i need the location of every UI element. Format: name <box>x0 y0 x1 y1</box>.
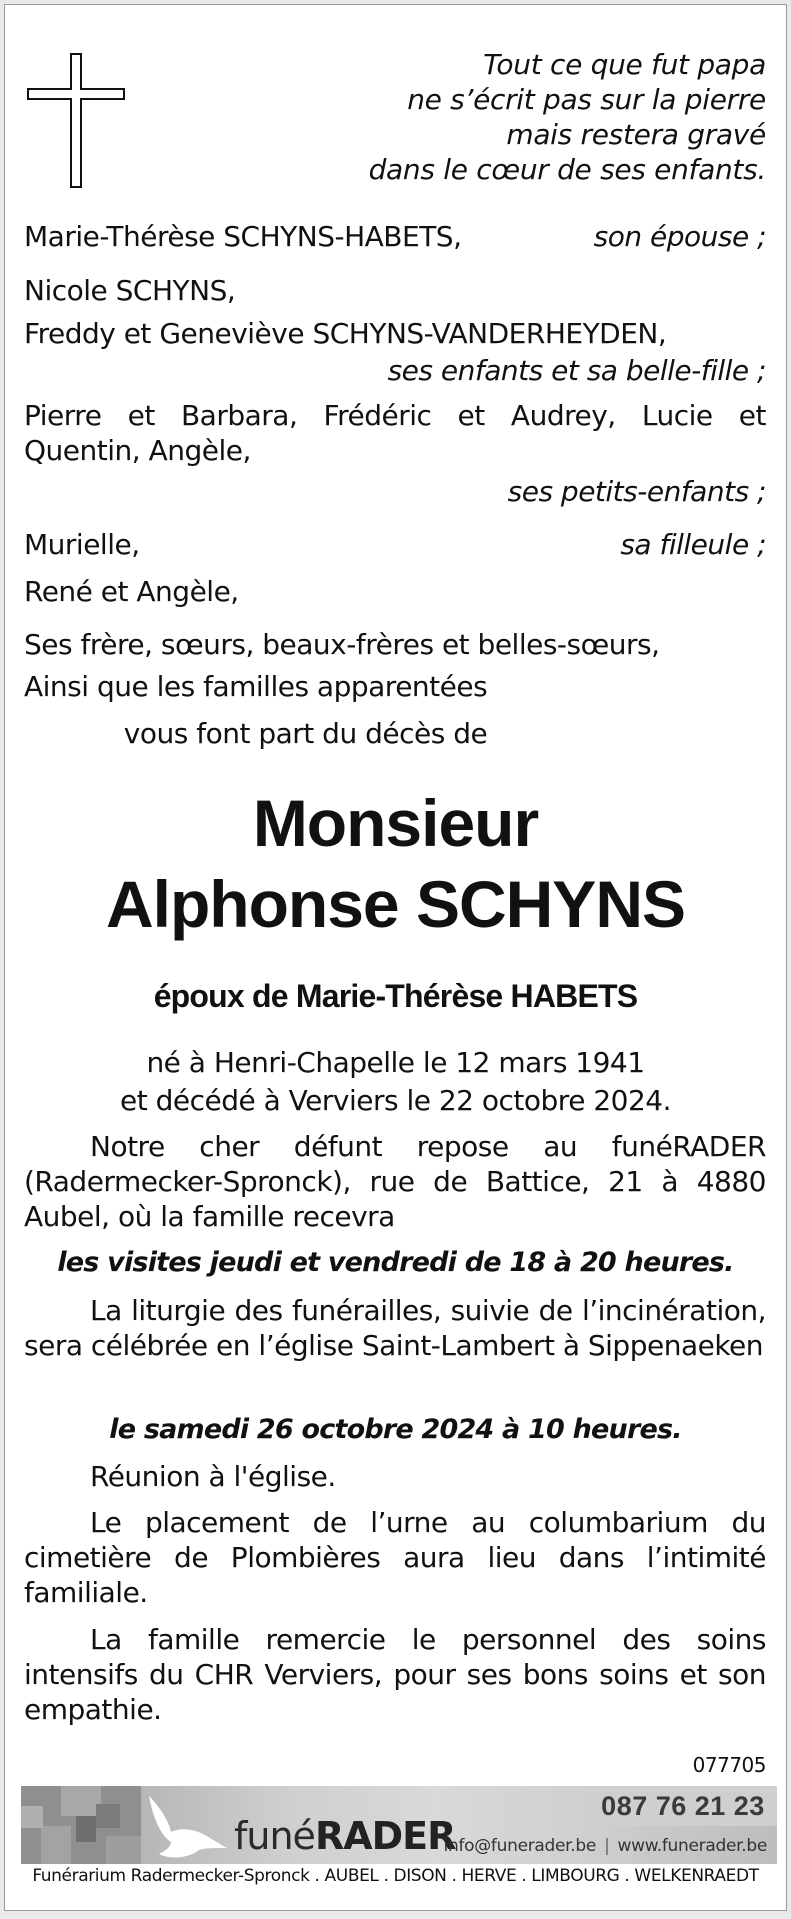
others-line: René et Angèle, <box>24 575 239 608</box>
birth-line: né à Henri-Chapelle le 12 mars 1941 <box>146 1046 645 1079</box>
repose-paragraph: Notre cher défunt repose au funéRADER (Radermecker-Spronck), rue de Battice, 21 à 4880 Aubel, où la famille recevra <box>24 1130 766 1233</box>
child-line: Nicole SCHYNS, <box>24 274 236 307</box>
brand-logo <box>234 1814 455 1858</box>
dove-icon <box>141 1788 231 1864</box>
goddaughter-line <box>24 527 766 562</box>
contact-separator: | <box>604 1836 610 1856</box>
spouse-role: son épouse ; <box>593 220 766 253</box>
funeral-home-banner <box>21 1786 777 1864</box>
goddaughter-role: sa filleule ; <box>620 528 766 561</box>
poem-line: Tout ce que fut papa <box>483 48 766 81</box>
announce-line: vous font part du décès de <box>123 717 488 750</box>
goddaughter-name: Murielle, <box>24 528 140 561</box>
death-line: et décédé à Verviers le 22 octobre 2024. <box>119 1084 671 1117</box>
deceased-spouse: époux de Marie-Thérèse HABETS <box>153 978 638 1014</box>
website-link[interactable]: www.funerader.be <box>617 1836 767 1856</box>
children-role: ses enfants et sa belle-fille ; <box>387 354 766 387</box>
meeting-line: Réunion à l'église. <box>90 1460 336 1493</box>
poem-line: ne s’écrit pas sur la pierre <box>407 83 766 116</box>
deceased-title: Monsieur <box>252 786 539 860</box>
contact-line <box>444 1836 767 1856</box>
obituary-page <box>4 4 787 1911</box>
visits-line: les visites jeudi et vendredi de 18 à 20 heures. <box>57 1247 734 1278</box>
reference-number: 077705 <box>692 1753 766 1777</box>
brand-heavy: RADER <box>314 1814 456 1858</box>
brand-light: funé <box>234 1814 315 1858</box>
poem <box>369 47 766 187</box>
child-line: Freddy et Geneviève SCHYNS-VANDERHEYDEN, <box>24 317 667 350</box>
poem-line: dans le cœur de ses enfants. <box>368 153 766 186</box>
spouse-name: Marie-Thérèse SCHYNS-HABETS, <box>24 220 462 253</box>
phone-number: 087 76 21 23 <box>589 1786 777 1826</box>
email-link[interactable]: info@funerader.be <box>443 1836 597 1856</box>
liturgy-date: le samedi 26 octobre 2024 à 10 heures. <box>109 1414 682 1445</box>
grandchildren-role: ses petits-enfants ; <box>507 475 766 508</box>
thanks-paragraph: La famille remercie le personnel des soins intensifs du CHR Verviers, pour ses bons soins et son empathie. <box>24 1623 766 1726</box>
liturgy-paragraph: La liturgie des funérailles, suivie de l’incinération, sera célébrée en l’église Saint-Lambert à Sippenaeken <box>24 1294 766 1362</box>
urn-paragraph: Le placement de l’urne au columbarium du cimetière de Plombières aura lieu dans l’intimité familiale. <box>24 1506 766 1609</box>
locations-line: Funérarium Radermecker-Spronck . AUBEL . DISON . HERVE . LIMBOURG . WELKENRAEDT <box>32 1866 759 1886</box>
poem-line: mais restera gravé <box>506 118 766 151</box>
grandchildren-line: Pierre et Barbara, Frédéric et Audrey, Lucie et Quentin, Angèle, <box>24 399 766 467</box>
decorative-blocks <box>21 1786 141 1864</box>
cross-icon <box>27 53 125 188</box>
deceased-name: Alphonse SCHYNS <box>105 867 686 941</box>
siblings-line: Ses frère, sœurs, beaux-frères et belles-sœurs, <box>24 628 660 661</box>
relatives-line: Ainsi que les familles apparentées <box>24 670 488 703</box>
spouse-line <box>24 219 766 254</box>
